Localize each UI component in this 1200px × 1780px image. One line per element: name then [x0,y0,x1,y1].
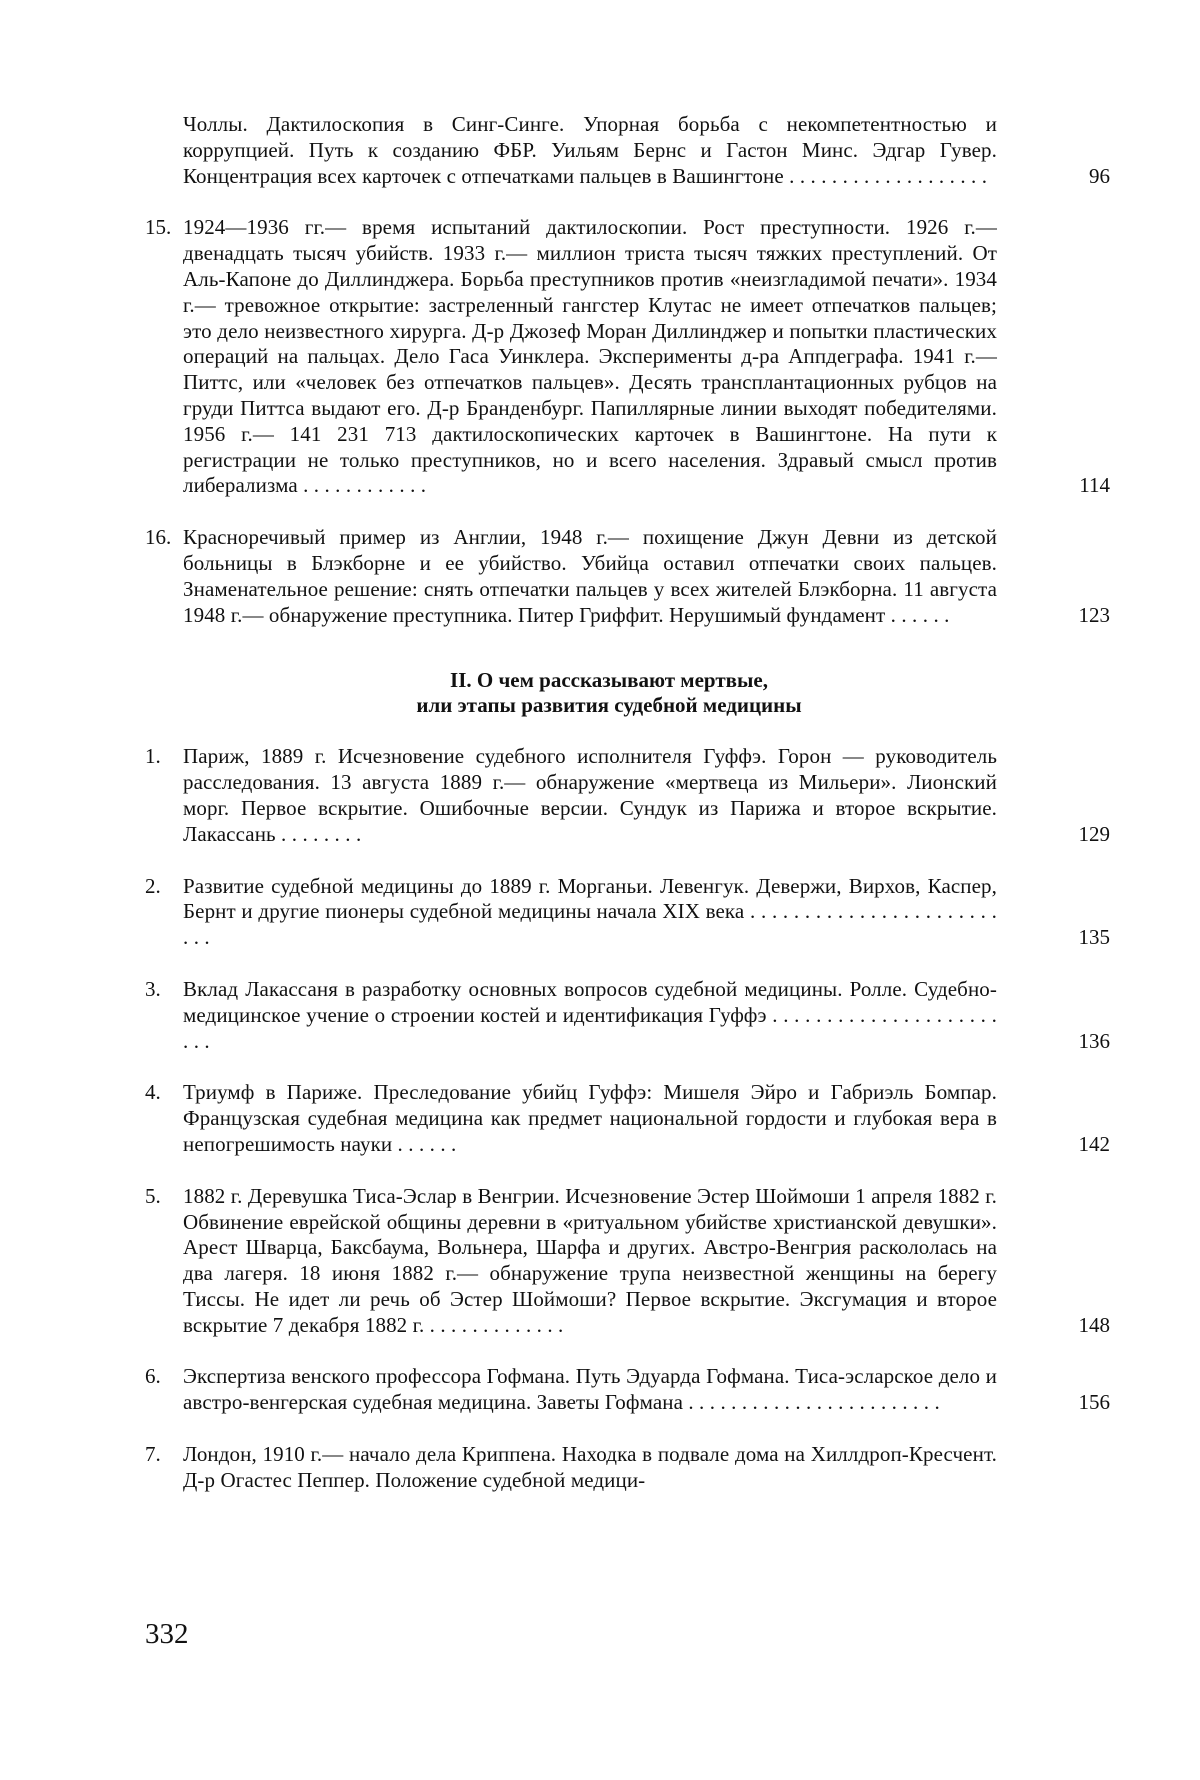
entry-text: Триумф в Париже. Преследование убийц Гуффэ: Мишеля Эйро и Габриэль Бомпар. Французская судебная медицина как предмет национальной гордости и глубокая вера в непогрешимость науки . . . . . . [183,1080,997,1156]
contents-entry [145,1080,1110,1157]
contents-list-bottom [145,744,1110,1493]
entry-text: Чоллы. Дактилоскопия в Синг-Синге. Упорная борьба с некомпетентностью и коррупцией. Путь к созданию ФБР. Уильям Бернс и Гастон Минс. Эдгар Гувер. Концентрация всех карточек с отпечатками пальцев в Вашингтоне . . . . . . . . . . . . . . . . . . . [183,112,997,188]
contents-entry [145,1184,1110,1339]
entry-text: Вклад Лакассаня в разработку основных вопросов судебной медицины. Ролле. Судебно-медицинское учение о строении костей и идентификация Гуффэ . . . . . . . . . . . . . . . . . . . . . . . . [183,976,997,1053]
contents-entry [145,1442,1110,1494]
section-heading-line1: II. О чем рассказывают мертвые, [450,668,768,693]
section-heading-line2: или этапы развития судебной медицины [416,693,802,718]
entry-number: 2. [145,873,161,898]
entry-number: 4. [145,1080,161,1105]
contents-list-top [145,112,1110,628]
entry-page-number: 96 [1089,163,1110,188]
entry-number: 1. [145,744,161,769]
section-heading [145,668,1035,718]
entry-page-number: 148 [1078,1312,1110,1337]
table-of-contents [145,112,1110,1520]
entry-text: Красноречивый пример из Англии, 1948 г.— похищение Джун Девни из детской больницы в Блэкборне и ее убийство. Убийца оставил отпечатки своих пальцев. Знаменательное решение: снять отпечатки пальцев у всех жителей Блэкборна. 11 августа 1948 г.— обнаружение преступника. Питер Гриффит. Нерушимый фундамент . . . . . . [183,525,997,627]
contents-entry [145,215,1110,499]
entry-number: 5. [145,1183,161,1208]
entry-page-number: 136 [1078,1028,1110,1053]
entry-text: Экспертиза венского профессора Гофмана. Путь Эдуарда Гофмана. Тиса-эсларское дело и австро-венгерская судебная медицина. Заветы Гофмана . . . . . . . . . . . . . . . . . . . . . . . . [183,1364,997,1415]
contents-entry [145,977,1110,1054]
entry-text: Париж, 1889 г. Исчезновение судебного исполнителя Гуффэ. Горон — руководитель расследования. 13 августа 1889 г.— обнаружение «мертвеца из Мильери». Лионский морг. Первое вскрытие. Ошибочные версии. Сундук из Парижа и второе вскрытие. Лакассань . . . . . . . . [183,744,997,846]
entry-number: 7. [145,1442,161,1467]
entry-page-number: 129 [1078,821,1110,846]
entry-page-number: 123 [1078,602,1110,627]
entry-text: Лондон, 1910 г.— начало дела Криппена. Находка в подвале дома на Хиллдроп-Кресчент. Д-р Огастес Пеппер. Положение судебной медици- [183,1442,997,1492]
page-number: 332 [145,1618,189,1650]
entry-text: 1924—1936 гг.— время испытаний дактилоскопии. Рост преступности. 1926 г.— двенадцать тысяч убийств. 1933 г.— миллион триста тысяч тяжких преступлений. От Аль-Капоне до Диллинджера. Борьба преступников против «неизгладимой печати». 1934 г.— тревожное открытие: застреленный гангстер Клутас не имеет отпечатков пальцев; это дело неизвестного хирурга. Д-р Джозеф Моран Диллинджер и попытки пластических операций на пальцах. Дело Гаса Уинклера. Эксперименты д-ра Аппдеграфа. 1941 г.— Питтс, или «человек без отпечатков пальцев». Десять трансплантационных рубцов на груди Питтса выдают его. Д-р Бранденбург. Папиллярные линии выходят победителями. 1956 г.— 141 231 713 дактилоскопических карточек в Вашингтоне. На пути к регистрации не только преступников, но и всего населения. Здравый смысл против либерализма . . . . . . . . . . . . [183,215,997,498]
contents-entry [145,525,1110,628]
entry-page-number: 114 [1079,473,1110,498]
entry-page-number: 135 [1078,925,1110,950]
entry-page-number: 142 [1078,1131,1110,1156]
entry-number: 15. [145,215,172,240]
entry-text: 1882 г. Деревушка Тиса-Эслар в Венгрии. Исчезновение Эстер Шоймоши 1 апреля 1882 г. Обвинение еврейской общины деревни в «ритуальном убийстве христианской девушки». Арест Шварца, Баксбаума, Вольнера, Шарфа и других. Австро-Венгрия раскололась на два лагеря. 18 июня 1882 г.— обнаружение трупа неизвестной женщины на берегу Тиссы. Не идет ли речь об Эстер Шоймоши? Первое вскрытие. Эксгумация и второе вскрытие 7 декабря 1882 г. . . . . . . . . . . . . . [183,1183,997,1337]
entry-number: 3. [145,976,161,1001]
entry-page-number: 156 [1078,1390,1110,1415]
entry-text: Развитие судебной медицины до 1889 г. Морганьи. Левенгук. Девержи, Вирхов, Каспер, Бернт и другие пионеры судебной медицины начала XIX века . . . . . . . . . . . . . . . . . . . . . . . . . . [183,873,997,950]
entry-number: 6. [145,1364,161,1389]
contents-entry [145,112,1110,189]
contents-entry [145,1364,1110,1416]
entry-number: 16. [145,525,172,550]
contents-entry [145,874,1110,951]
contents-entry [145,744,1110,847]
